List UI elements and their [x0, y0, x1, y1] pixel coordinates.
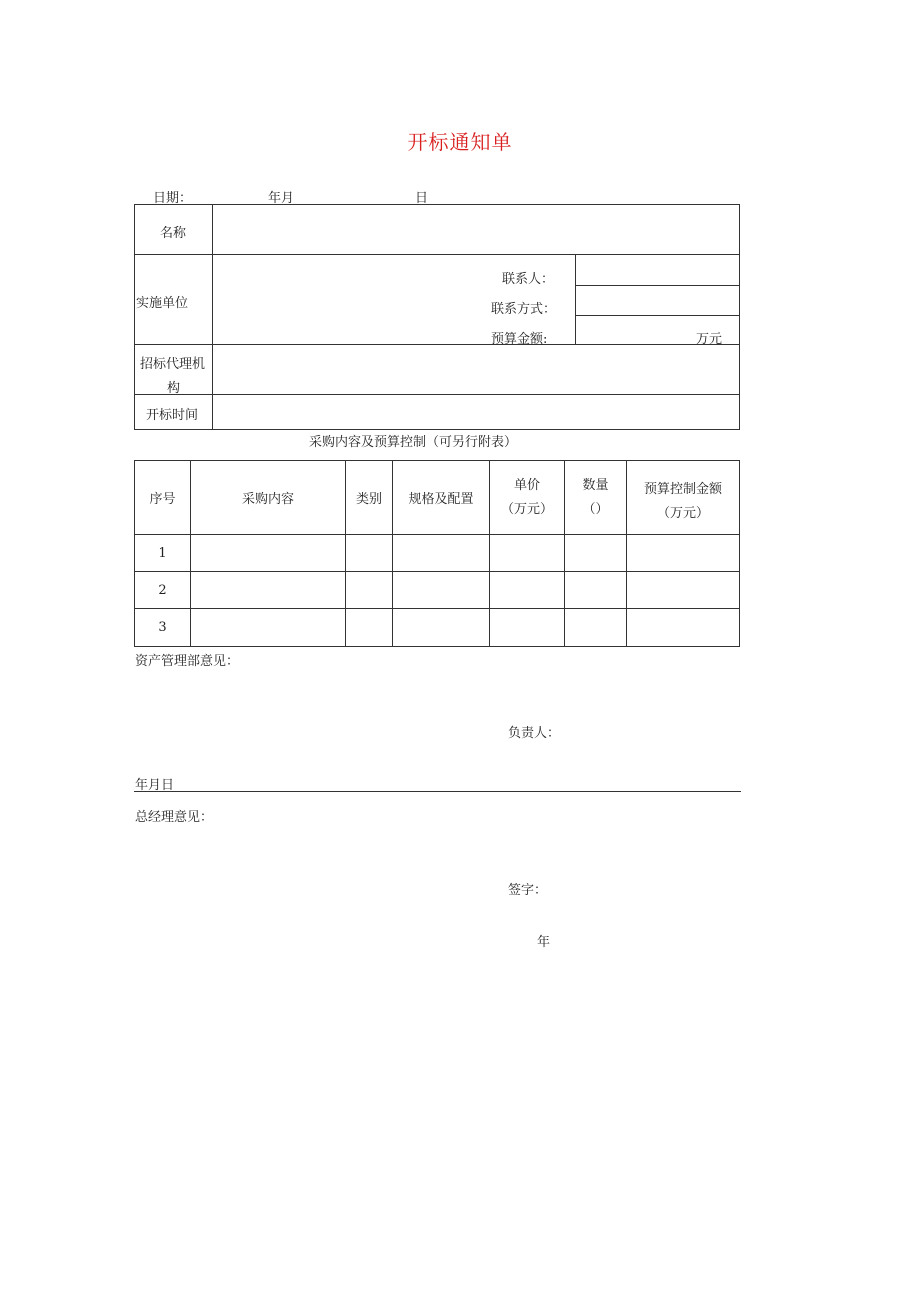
cell-spec[interactable]: [393, 609, 490, 647]
table-row: [135, 572, 740, 609]
cell-spec[interactable]: [393, 572, 490, 609]
contact-method-label: 联系方式：: [491, 302, 557, 317]
cell-budget[interactable]: [627, 609, 740, 647]
cell-category[interactable]: [346, 572, 393, 609]
contact-label: 联系人：: [502, 272, 555, 287]
header-qty: [565, 461, 627, 535]
cell-content[interactable]: [191, 535, 346, 572]
cell-qty[interactable]: [565, 535, 627, 572]
header-budget-line2: （万元）: [656, 505, 709, 521]
header-budget: [627, 461, 740, 535]
gm-sign: 签字：: [508, 883, 548, 898]
asset-dept-responsible: 负责人：: [508, 726, 561, 741]
table-row: [135, 609, 740, 647]
contact-field[interactable]: [576, 255, 738, 284]
gm-label: 总经理意见：: [135, 810, 214, 825]
cell-spec[interactable]: [393, 535, 490, 572]
budget-label: 预算金额:: [491, 332, 548, 347]
open-time-field[interactable]: [213, 395, 738, 428]
row-seq: 3: [135, 609, 191, 647]
unit-label: 实施单位: [136, 296, 189, 311]
date-year-month: 年月: [268, 191, 295, 206]
header-spec: 规格及配置: [393, 461, 490, 535]
header-content: 采购内容: [191, 461, 346, 535]
agency-label-line1: 招标代理机: [140, 357, 206, 372]
open-time-label: 开标时间: [146, 408, 199, 423]
cell-qty[interactable]: [565, 572, 627, 609]
name-field[interactable]: [213, 205, 738, 253]
agency-label-line2: 构: [167, 381, 181, 396]
cell-budget[interactable]: [627, 572, 740, 609]
header-category: 类别: [346, 461, 393, 535]
header-seq: 序号: [135, 461, 191, 535]
divider: [134, 791, 741, 792]
table-header-row: [135, 461, 740, 535]
gm-year: 年: [537, 935, 551, 950]
header-unit-price-line1: 单价: [513, 477, 540, 493]
header-budget-line1: 预算控制金额: [643, 481, 722, 497]
agency-field[interactable]: [213, 345, 738, 393]
cell-unit-price[interactable]: [490, 572, 565, 609]
budget-unit: 万元: [696, 332, 723, 347]
header-qty-line1: 数量: [582, 477, 609, 493]
row-seq: 2: [135, 572, 191, 609]
header-unit-price: [490, 461, 565, 535]
row-seq: 1: [135, 535, 191, 572]
cell-unit-price[interactable]: [490, 609, 565, 647]
cell-category[interactable]: [346, 609, 393, 647]
procurement-table: [134, 460, 740, 647]
cell-unit-price[interactable]: [490, 535, 565, 572]
asset-dept-date: 年月日: [135, 778, 175, 793]
document-title: 开标通知单: [407, 130, 513, 154]
cell-budget[interactable]: [627, 535, 740, 572]
date-day: 日: [415, 191, 429, 206]
header-qty-line2: （）: [582, 501, 609, 517]
date-label: 日期：: [153, 191, 193, 206]
unit-field[interactable]: [213, 255, 488, 343]
cell-qty[interactable]: [565, 609, 627, 647]
header-unit-price-line2: （万元）: [500, 501, 553, 517]
asset-dept-label: 资产管理部意见：: [135, 654, 240, 669]
cell-content[interactable]: [191, 609, 346, 647]
contact-method-field[interactable]: [576, 286, 738, 314]
cell-category[interactable]: [346, 535, 393, 572]
procurement-caption: 采购内容及预算控制（可另行附表）: [308, 435, 517, 450]
table-row: [135, 535, 740, 572]
name-label: 名称: [160, 226, 187, 241]
cell-content[interactable]: [191, 572, 346, 609]
